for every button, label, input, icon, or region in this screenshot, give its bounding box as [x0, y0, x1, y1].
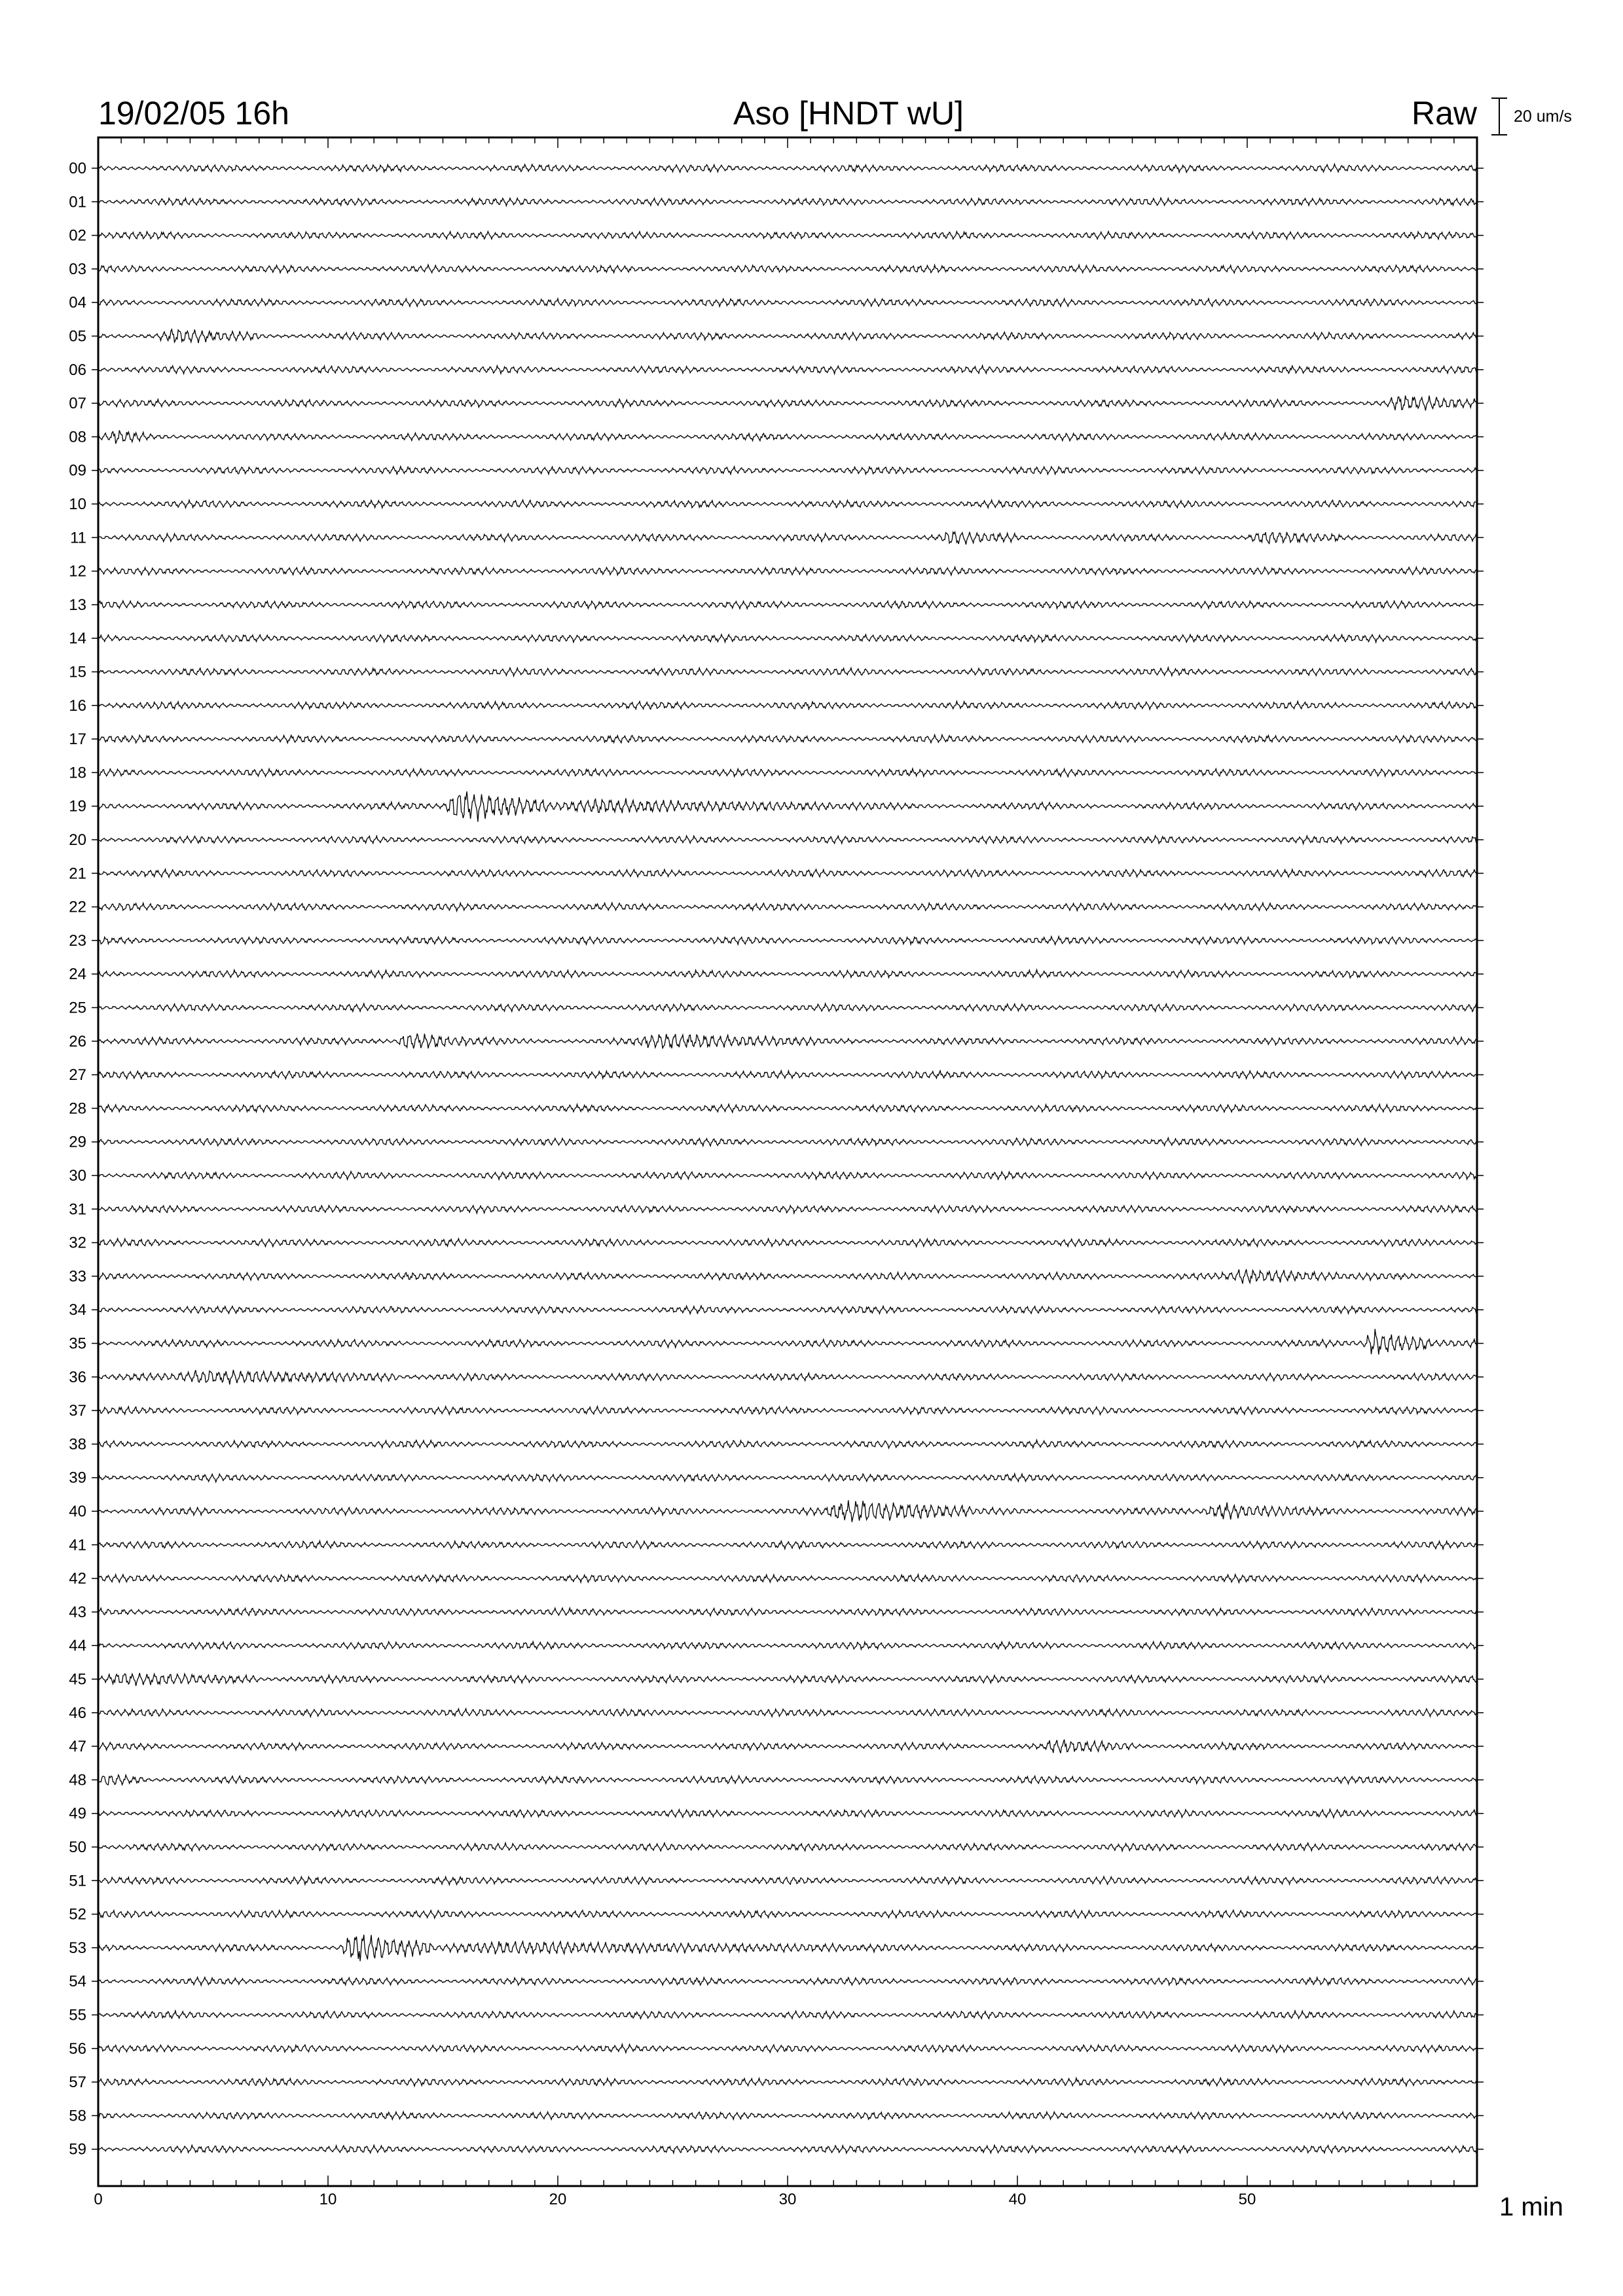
x-tick-label: 50 [1238, 2191, 1256, 2208]
seismic-trace [98, 431, 1477, 444]
trace-row [69, 1872, 1484, 1890]
row-label: 53 [69, 1939, 86, 1957]
seismic-trace [98, 2112, 1477, 2120]
seismic-trace [98, 1306, 1477, 1314]
trace-row [69, 1805, 1484, 1823]
trace-row [69, 764, 1484, 781]
trace-row [69, 1738, 1484, 1755]
trace-row [69, 1839, 1484, 1856]
seismic-trace [98, 791, 1477, 821]
row-label: 47 [69, 1738, 86, 1756]
seismic-trace [98, 836, 1477, 844]
row-label: 45 [69, 1670, 86, 1689]
plot-frame [98, 137, 1477, 2186]
seismic-trace [98, 1071, 1477, 1079]
station-title: Aso [HNDT wU] [733, 95, 964, 132]
row-label: 16 [69, 696, 86, 715]
row-label: 32 [69, 1234, 86, 1252]
trace-rows [69, 160, 1484, 2159]
trace-row [69, 1973, 1484, 1990]
trace-row [69, 1268, 1484, 1285]
seismic-trace [98, 937, 1477, 945]
seismic-trace [98, 668, 1477, 676]
seismic-trace [98, 1608, 1477, 1616]
row-label: 00 [69, 160, 86, 177]
seismic-trace [98, 970, 1477, 978]
seismic-trace [98, 1775, 1477, 1785]
row-label: 38 [69, 1435, 86, 1454]
seismic-trace [98, 903, 1477, 911]
trace-row [69, 965, 1484, 983]
trace-row [69, 664, 1484, 681]
trace-row [69, 1500, 1484, 1522]
trace-row [69, 1604, 1484, 1621]
mode-label: Raw [1411, 95, 1477, 132]
scale-label: 20 um/s [1514, 107, 1572, 126]
trace-row [69, 865, 1484, 882]
seismic-trace [98, 366, 1477, 374]
trace-row [69, 1935, 1484, 1962]
x-tick-label: 10 [319, 2191, 337, 2208]
seismic-trace [98, 2145, 1477, 2153]
seismic-trace [98, 1206, 1477, 1213]
seismic-trace [98, 532, 1477, 545]
row-label: 18 [69, 764, 86, 782]
row-label: 30 [69, 1167, 86, 1185]
seismic-trace [98, 2011, 1477, 2018]
row-label: 01 [69, 193, 86, 211]
x-tick-label: 40 [1008, 2191, 1027, 2208]
trace-row [69, 428, 1484, 446]
trace-row [69, 563, 1484, 581]
seismic-trace [98, 500, 1477, 508]
x-tick-label: 30 [778, 2191, 797, 2208]
seismic-trace [98, 1500, 1477, 1522]
seismic-trace [98, 1474, 1477, 1482]
trace-row [69, 495, 1484, 513]
seismic-trace [98, 1843, 1477, 1852]
row-label: 56 [69, 2039, 86, 2058]
seismic-trace [98, 395, 1477, 410]
row-label: 52 [69, 1905, 86, 1924]
row-label: 31 [69, 1200, 86, 1219]
seismic-trace [98, 1575, 1477, 1583]
seismic-trace [98, 1641, 1477, 1649]
trace-row [69, 1671, 1484, 1689]
row-label: 09 [69, 461, 86, 480]
row-label: 26 [69, 1032, 86, 1050]
seismic-trace [98, 198, 1477, 206]
row-label: 51 [69, 1872, 86, 1890]
row-label: 37 [69, 1402, 86, 1420]
trace-row [69, 260, 1484, 278]
row-label: 02 [69, 226, 86, 245]
seismic-trace [98, 1172, 1477, 1180]
trace-row [69, 462, 1484, 480]
seismic-trace [98, 1977, 1477, 1986]
seismic-trace [98, 634, 1477, 642]
row-label: 21 [69, 865, 86, 883]
trace-row [69, 831, 1484, 849]
trace-row [70, 529, 1484, 547]
row-label: 12 [69, 562, 86, 581]
time-axis-labels [94, 2191, 1256, 2208]
seismic-trace [98, 467, 1477, 475]
trace-row [69, 730, 1484, 748]
seismic-trace [98, 1440, 1477, 1448]
seismic-trace [98, 1407, 1477, 1415]
seismic-trace [98, 1104, 1477, 1113]
trace-row [69, 1369, 1484, 1386]
scale-bar [1491, 98, 1507, 135]
row-label: 41 [69, 1536, 86, 1554]
row-label: 23 [69, 931, 86, 950]
row-label: 49 [69, 1804, 86, 1823]
trace-row [69, 2073, 1484, 2091]
trace-row [69, 395, 1484, 412]
row-label: 27 [69, 1066, 86, 1085]
row-label: 20 [69, 831, 86, 849]
row-label: 46 [69, 1704, 86, 1722]
row-label: 19 [69, 797, 86, 816]
trace-row [69, 596, 1484, 614]
trace-row [69, 1435, 1484, 1453]
trace-row [69, 630, 1484, 647]
row-label: 40 [69, 1503, 86, 1520]
seismic-trace [98, 1329, 1477, 1354]
row-label: 57 [69, 2073, 86, 2092]
trace-row [69, 294, 1484, 312]
trace-row [69, 1704, 1484, 1722]
seismic-trace [98, 735, 1477, 744]
seismic-trace [98, 298, 1477, 306]
trace-row [69, 1066, 1484, 1084]
seismic-trace [98, 1238, 1477, 1247]
trace-row [69, 1234, 1484, 1252]
trace-row [69, 1771, 1484, 1789]
row-label: 13 [69, 596, 86, 614]
seismic-trace [98, 329, 1477, 343]
trace-row [69, 999, 1484, 1017]
seismic-trace [98, 1709, 1477, 1717]
row-label: 07 [69, 395, 86, 413]
row-label: 04 [69, 294, 86, 312]
row-label: 58 [69, 2107, 86, 2125]
row-label: 36 [69, 1368, 86, 1386]
x-tick-label: 0 [94, 2191, 103, 2208]
trace-row [69, 1167, 1484, 1185]
row-label: 10 [69, 495, 86, 513]
seismic-trace [98, 601, 1477, 609]
row-label: 43 [69, 1603, 86, 1621]
row-label: 54 [69, 1973, 86, 1991]
trace-row [69, 1134, 1484, 1151]
trace-row [69, 2107, 1484, 2125]
row-label: 50 [69, 1839, 86, 1856]
row-label: 22 [69, 898, 86, 916]
row-label: 55 [69, 2006, 86, 2024]
seismic-trace [98, 701, 1477, 709]
seismic-trace [98, 1673, 1477, 1686]
seismic-trace [98, 1370, 1477, 1384]
row-label: 44 [69, 1637, 86, 1655]
trace-row [69, 1906, 1484, 1924]
trace-row [69, 227, 1484, 245]
seismic-trace [98, 2078, 1477, 2087]
row-label: 35 [69, 1335, 86, 1353]
seismic-trace [98, 1541, 1477, 1549]
row-label: 15 [69, 663, 86, 681]
seismic-trace [98, 1003, 1477, 1011]
x-tick-label: 20 [549, 2191, 567, 2208]
unit-label: 1 min [1499, 2193, 1563, 2221]
trace-row [69, 2141, 1484, 2159]
trace-row [69, 160, 1484, 177]
row-label: 29 [69, 1133, 86, 1151]
trace-row [69, 932, 1484, 950]
row-label: 33 [69, 1267, 86, 1285]
seismic-trace [98, 2044, 1477, 2053]
seismic-trace [98, 1740, 1477, 1753]
trace-row [69, 1570, 1484, 1588]
row-label: 39 [69, 1469, 86, 1487]
row-label: 24 [69, 965, 86, 984]
row-label: 05 [69, 327, 86, 346]
seismic-trace [98, 1809, 1477, 1818]
row-label: 08 [69, 428, 86, 446]
trace-row [69, 1301, 1484, 1319]
row-label: 03 [69, 260, 86, 278]
time-axis-ticks [98, 137, 1477, 2186]
row-label: 17 [69, 730, 86, 749]
row-label: 28 [69, 1100, 86, 1118]
seismic-trace [98, 1269, 1477, 1283]
trace-row [69, 1637, 1484, 1655]
trace-row [69, 2007, 1484, 2024]
seismic-trace [98, 567, 1477, 575]
trace-row [69, 1329, 1484, 1354]
seismic-trace [98, 1910, 1477, 1918]
seismic-trace [98, 232, 1477, 240]
trace-row [69, 2040, 1484, 2058]
row-label: 42 [69, 1570, 86, 1588]
row-label: 25 [69, 999, 86, 1017]
row-label: 06 [69, 361, 86, 379]
trace-row [69, 1033, 1484, 1050]
datetime-label: 19/02/05 16h [98, 95, 289, 132]
trace-row [69, 791, 1484, 821]
row-label: 11 [70, 529, 86, 547]
seismic-trace [98, 1033, 1477, 1049]
trace-row [69, 193, 1484, 211]
row-label: 59 [69, 2140, 86, 2159]
seismic-trace [98, 1935, 1477, 1962]
trace-row [69, 899, 1484, 916]
trace-row [69, 1402, 1484, 1420]
row-label: 48 [69, 1771, 86, 1789]
trace-row [69, 697, 1484, 715]
seismic-trace [98, 265, 1477, 274]
trace-row [69, 1469, 1484, 1487]
seismic-trace [98, 1876, 1477, 1885]
seismic-trace [98, 768, 1477, 777]
seismic-trace [98, 164, 1477, 173]
trace-row [69, 328, 1484, 346]
trace-row [69, 1200, 1484, 1218]
row-label: 14 [69, 630, 86, 648]
seismic-trace [98, 1138, 1477, 1146]
trace-row [69, 361, 1484, 379]
trace-row [69, 1536, 1484, 1554]
seismic-trace [98, 869, 1477, 877]
trace-row [69, 1100, 1484, 1117]
row-label: 34 [69, 1301, 86, 1319]
